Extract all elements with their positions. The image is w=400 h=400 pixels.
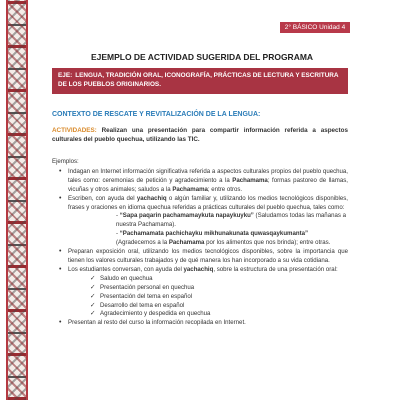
check-icon: ✓ (90, 301, 96, 309)
item-text: Indagan en Internet información significativa referida a aspectos culturales propios del pueblo quechua, tales como: ceremonias de petición y agradecimiento a la (68, 167, 348, 184)
activity-text: Realizan una presentación para compartir información referida a aspectos culturales del pueblo quechua, utilizando las TIC. (52, 127, 348, 143)
item-text: Preparan exposición oral, utilizando los medios tecnológicos disponibles, sobre la importancia que tienen los valores culturales trabajados y de qué manera los han incorporado a su vida cotidiana. (68, 248, 348, 264)
quote-bold: Pachamama (168, 239, 205, 247)
list-item (68, 195, 348, 248)
checklist-item (90, 293, 348, 302)
list-item (68, 248, 348, 266)
check-icon: ✓ (90, 283, 96, 291)
item-text: ; formas pastoreo de llamas, vicuñas y otros animales; saludos a la (68, 176, 349, 193)
examples-section (52, 158, 348, 328)
examples-list (52, 168, 348, 328)
quote-item: - “Pachamamata pachichayku mikhunakunata quwasqaykumanta” (Agradecemos a la Pachamama por los alimentos que nos brinda); entre otras. (116, 230, 331, 247)
checklist-text: Desarrollo del tema en español (100, 301, 185, 309)
checklist-item (90, 275, 348, 284)
check-icon: ✓ (90, 310, 96, 318)
examples-label: Ejemplos: (52, 158, 79, 165)
item-bold: Pachamama (172, 185, 208, 193)
item-bold: Pachamama (232, 176, 268, 184)
quote-text: (Agradecemos a la (116, 239, 169, 247)
list-item (68, 319, 348, 328)
checklist-text: Presentación del tema en español (100, 292, 193, 300)
list-item (68, 168, 348, 195)
eje-banner (52, 68, 348, 94)
check-icon: ✓ (90, 274, 96, 282)
item-text: Escriben, con ayuda del (68, 194, 137, 202)
section-heading: CONTEXTO DE RESCATE Y REVITALIZACIÓN DE LA LENGUA: (52, 111, 261, 118)
checklist (68, 275, 348, 320)
item-text: Los estudiantes conversan, con ayuda del (68, 265, 184, 273)
item-text: o algún familiar y, utilizando los medios tecnológicos disponibles, frases y oraciones en idioma quechua referidas a prácticas culturales del pueblo quechua, tales como: (68, 194, 348, 211)
quote-bold: “Pachamamata pachichayku mikhunakunata quwasqaykumanta” (119, 230, 309, 238)
checklist-item (90, 284, 348, 293)
item-text: , sobre la estructura de una presentación oral: (213, 265, 338, 273)
check-icon: ✓ (90, 292, 96, 300)
checklist-text: Presentación personal en quechua (100, 283, 195, 291)
checklist-item (90, 310, 348, 319)
quote-text: por los alimentos que nos brinda); entre otras. (204, 239, 331, 247)
checklist-item (90, 302, 348, 311)
eje-label: EJE: (58, 72, 73, 79)
checklist-text: Saludo en quechua (100, 274, 153, 282)
page-title: EJEMPLO DE ACTIVIDAD SUGERIDA DEL PROGRAMA (90, 52, 314, 62)
quote-bold: “Sapa paqarin pachamamaykuta napaykuyku” (119, 212, 254, 220)
quote-text: (Saludamos todas las mañanas a nuestra Pachamama). (116, 212, 346, 229)
decorative-border-strip (6, 0, 28, 400)
quote-item: - “Sapa paqarin pachamamaykuta napaykuyku” (Saludamos todas las mañanas a nuestra Pachamama). (116, 212, 346, 229)
item-bold: yachachiq (136, 194, 167, 202)
eje-text: LENGUA, TRADICIÓN ORAL, ICONOGRAFÍA, PRÁCTICAS DE LECTURA Y ESCRITURA DE LOS PUEBLOS ORIGINARIOS. (58, 72, 339, 88)
grade-badge: 2° BÁSICO Unidad 4 (280, 22, 350, 33)
item-bold: yachachiq (183, 265, 214, 273)
list-item (68, 266, 348, 319)
checklist-text: Agradecimiento y despedida en quechua (100, 310, 211, 318)
item-text: ; entre otros. (207, 185, 243, 193)
item-text: Presentan al resto del curso la información recopilada en Internet. (68, 319, 246, 327)
activity-label: ACTIVIDADES: (52, 127, 97, 134)
activity-block (52, 126, 348, 144)
